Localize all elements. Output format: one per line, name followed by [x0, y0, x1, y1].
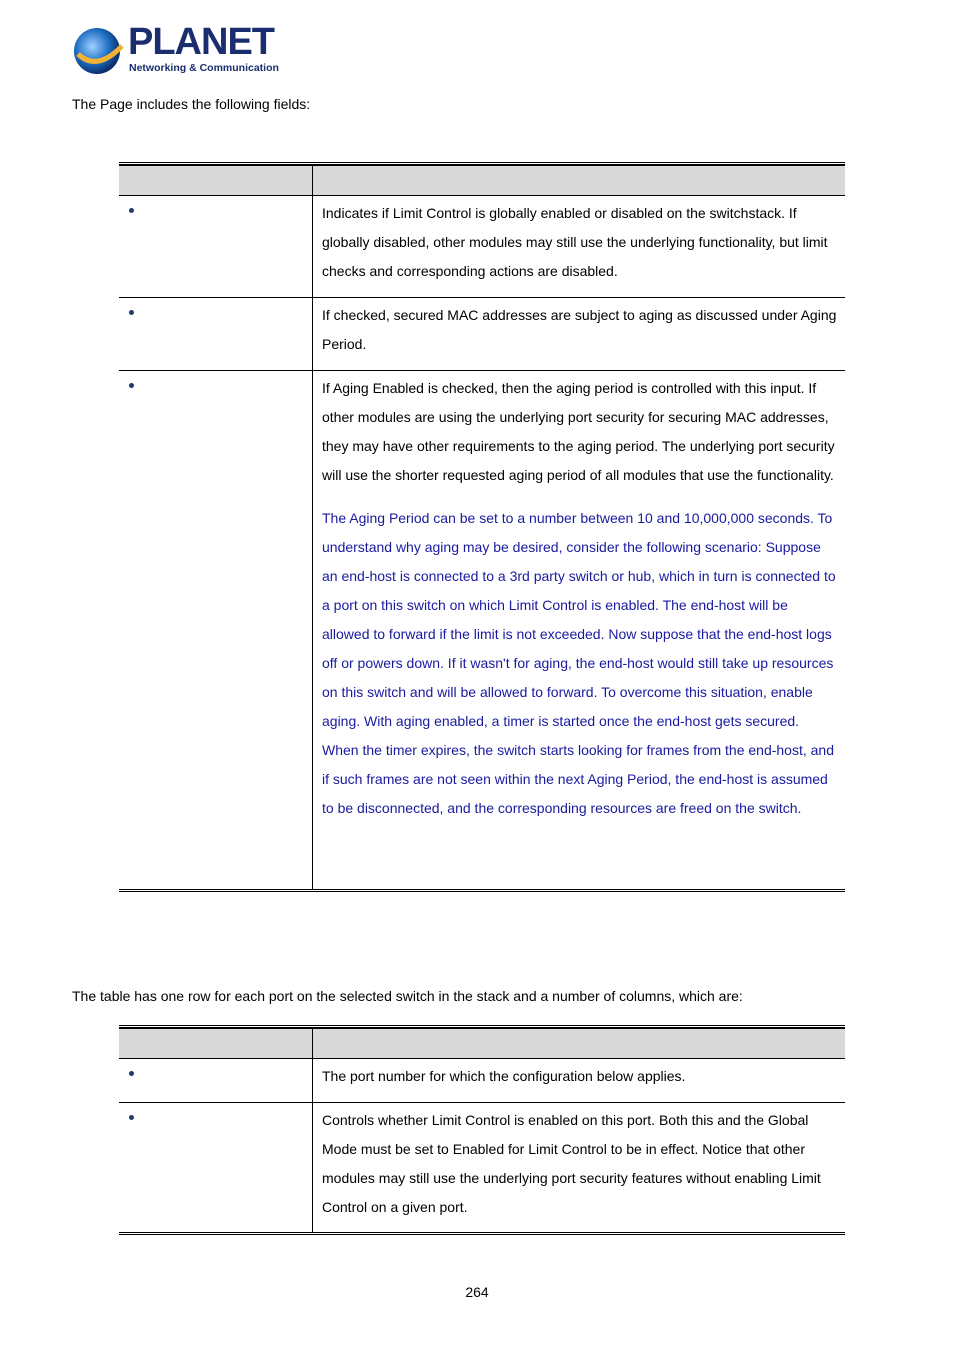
row-description: Controls whether Limit Control is enabled on this port. Both this and the Global Mode must be set to Enabled for Limit Control to be in effect. Notice that other modules may still use the underlying port security features without enabling Limit Control on a given port.	[322, 1112, 821, 1215]
intro-text-1: The Page includes the following fields:	[72, 96, 311, 112]
table-row	[119, 1103, 845, 1235]
planet-logo	[72, 21, 279, 78]
table-row	[119, 371, 845, 892]
bullet-icon	[129, 310, 134, 315]
page-number: 264	[465, 1284, 489, 1300]
bullet-icon	[129, 383, 134, 388]
brand-name: PLANET	[128, 21, 274, 63]
brand-tagline: Networking & Communication	[129, 62, 279, 74]
columns-table	[119, 1025, 845, 1235]
intro-text-2: The table has one row for each port on the selected switch in the stack and a number of columns, which are:	[72, 988, 743, 1004]
row-description: Indicates if Limit Control is globally enabled or disabled on the switchstack. If globally disabled, other modules may still use the underlying functionality, but limit checks and corresponding actions are disabled.	[322, 205, 828, 279]
table-header	[119, 165, 845, 196]
table-row	[119, 1059, 845, 1103]
aging-note: The Aging Period can be set to a number between 10 and 10,000,000 seconds. To understand why aging may be desired, consider the following scenario: Suppose an end-host is connected to a 3rd party switch or hub, which in turn is connected to a port on this switch on which Limit Control is enabled. The end-host will be allowed to forward if the limit is not exceeded. Now suppose that the end-host logs off or powers down. If it wasn't for aging, the end-host would still take up resources on this switch and will be allowed to forward. To overcome this situation, enable aging. With aging enabled, a timer is started once the end-host gets secured. When the timer expires, the switch starts looking for frames from the end-host, and if such frames are not seen within the next Aging Period, the end-host is assumed to be disconnected, and the corresponding resources are freed on the switch.	[322, 510, 836, 816]
row-description	[313, 371, 845, 889]
table-header	[119, 1028, 845, 1059]
table-row	[119, 298, 845, 371]
globe-icon	[72, 24, 126, 78]
row-description: The port number for which the configuration below applies.	[322, 1068, 686, 1084]
table-row	[119, 196, 845, 298]
bullet-icon	[129, 208, 134, 213]
row-description: If checked, secured MAC addresses are subject to aging as discussed under Aging Period.	[322, 307, 837, 352]
aging-description: If Aging Enabled is checked, then the aging period is controlled with this input. If other modules are using the underlying port security for securing MAC addresses, they may have other requirements to the aging period. The underlying port security will use the shorter requested aging period of all modules that use the functionality.	[322, 380, 835, 483]
bullet-icon	[129, 1071, 134, 1076]
fields-table	[119, 162, 845, 892]
bullet-icon	[129, 1115, 134, 1120]
